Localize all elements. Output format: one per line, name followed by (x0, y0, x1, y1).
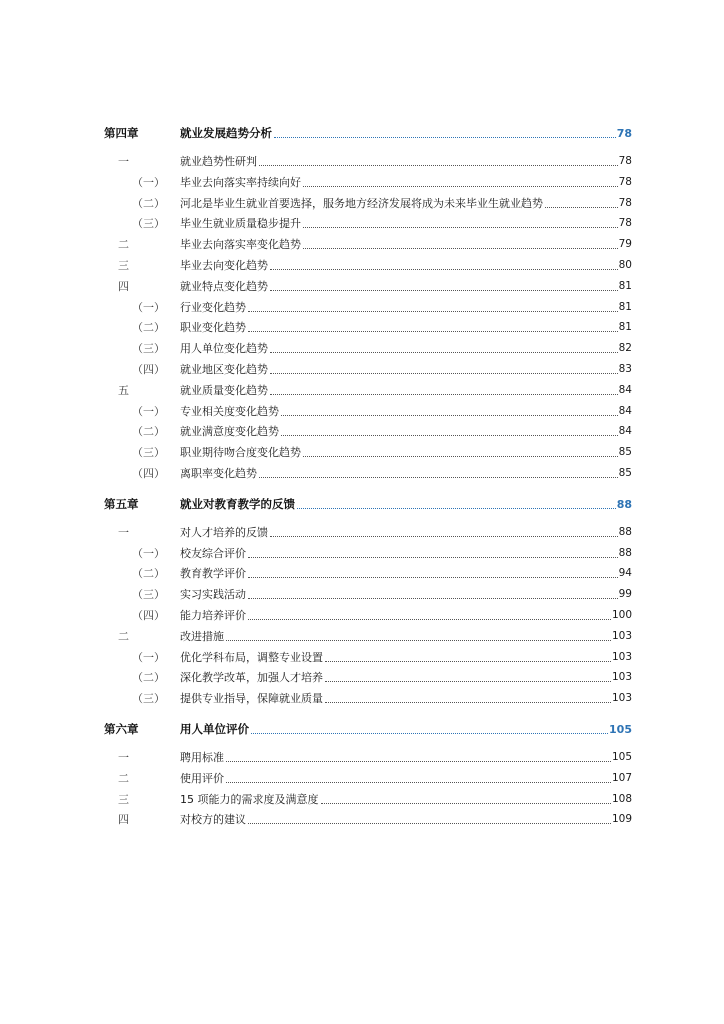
toc-entry-page-number[interactable]: 84 (618, 404, 632, 417)
toc-entry-page-number[interactable]: 103 (611, 629, 632, 642)
toc-entry-page-number[interactable]: 88 (616, 497, 632, 511)
toc-dot-leader (270, 372, 618, 374)
toc-entry-number: （三） (132, 692, 165, 706)
toc-entry-page-number[interactable]: 81 (618, 321, 632, 334)
toc-entry-title[interactable]: 对人才培养的反馈 (180, 525, 268, 539)
toc-entry-number: 五 (118, 383, 129, 397)
toc-dot-leader (270, 393, 618, 395)
toc-dot-leader (321, 802, 611, 804)
toc-entry-number: 三 (118, 792, 129, 806)
toc-entry-sub[interactable] (104, 318, 632, 336)
toc-dot-leader (248, 597, 618, 599)
toc-entry-sub[interactable] (104, 339, 632, 357)
toc-entry-page-number[interactable]: 85 (618, 467, 632, 479)
toc-entry-page-number[interactable]: 100 (611, 609, 632, 621)
toc-entry-section[interactable] (104, 235, 632, 253)
toc-entry-number: （三） (132, 446, 165, 460)
toc-entry-line (180, 155, 632, 168)
toc-entry-sub[interactable] (104, 648, 632, 666)
toc-entry-title[interactable]: 聘用标准 (180, 751, 224, 764)
toc-entry-line (180, 259, 632, 272)
toc-dot-leader (270, 535, 618, 537)
toc-entry-number: 一 (118, 155, 129, 168)
toc-entry-section[interactable] (104, 810, 632, 828)
toc-entry-page-number[interactable]: 103 (611, 692, 632, 705)
toc-entry-page-number[interactable]: 83 (618, 363, 632, 375)
toc-entry-sub[interactable] (104, 606, 632, 624)
toc-entry-line (180, 723, 632, 736)
toc-entry-sub[interactable] (104, 689, 632, 707)
toc-entry-title[interactable]: 对校方的建议 (180, 813, 246, 827)
toc-dot-leader (274, 136, 616, 138)
toc-entry-number: （二） (132, 567, 165, 581)
toc-entry-title[interactable]: 职业变化趋势 (180, 321, 246, 335)
toc-entry-number: 三 (118, 259, 129, 272)
toc-entry-page-number[interactable]: 82 (618, 342, 632, 355)
toc-entry-line (180, 280, 632, 293)
toc-entry-section[interactable] (104, 152, 632, 170)
toc-dot-leader (545, 206, 618, 208)
toc-entry-title[interactable]: 深化教学改革，加强人才培养 (180, 671, 323, 685)
toc-entry-title[interactable]: 优化学科布局，调整专业设置 (180, 650, 323, 664)
toc-entry-sub[interactable] (104, 402, 632, 420)
toc-entry-title[interactable]: 使用评价 (180, 771, 224, 785)
toc-entry-section[interactable] (104, 523, 632, 541)
toc-entry-section[interactable] (104, 790, 632, 808)
toc-entry-line (180, 321, 632, 334)
toc-entry-sub[interactable] (104, 360, 632, 378)
toc-entry-line (180, 384, 632, 397)
toc-dot-leader (281, 414, 618, 416)
toc-dot-leader (325, 680, 611, 682)
toc-dot-leader (270, 351, 618, 353)
toc-entry-title[interactable]: 实习实践活动 (180, 588, 246, 602)
toc-entry-number: （一） (132, 650, 165, 664)
toc-dot-leader (303, 247, 618, 249)
toc-entry-sub[interactable] (104, 544, 632, 562)
toc-entry-page-number[interactable]: 81 (618, 279, 632, 292)
toc-entry-line (180, 692, 632, 705)
toc-entry-page-number[interactable]: 85 (618, 446, 632, 459)
toc-dot-leader (226, 781, 611, 783)
toc-dot-leader (248, 618, 611, 620)
toc-dot-leader (303, 455, 618, 457)
toc-entry-sub[interactable] (104, 422, 632, 440)
toc-entry-line (180, 363, 632, 376)
toc-dot-leader (325, 660, 611, 662)
toc-entry-line (180, 671, 632, 684)
toc-entry-number: 第四章 (104, 126, 139, 140)
toc-entry-page-number[interactable]: 78 (618, 175, 632, 188)
toc-entry-line (180, 446, 632, 459)
toc-entry-number: 一 (118, 751, 129, 764)
toc-entry-page-number[interactable]: 88 (618, 525, 632, 538)
toc-entry-line (180, 217, 632, 230)
toc-entry-line (180, 588, 632, 601)
toc-dot-leader (297, 507, 616, 509)
toc-entry-sub[interactable] (104, 564, 632, 582)
toc-entry-page-number[interactable]: 99 (618, 588, 632, 601)
toc-entry-number: 一 (118, 525, 129, 539)
toc-entry-number: （一） (132, 404, 165, 418)
toc-entry-number: 四 (118, 813, 129, 827)
toc-entry-number: （三） (132, 588, 165, 602)
toc-entry-title[interactable]: 用人单位评价 (180, 722, 249, 736)
toc-dot-leader (303, 226, 618, 228)
toc-entry-title[interactable]: 职业期待吻合度变化趋势 (180, 446, 301, 460)
toc-entry-title[interactable]: 毕业去向落实率变化趋势 (180, 238, 301, 252)
toc-entry-line (180, 772, 632, 785)
toc-entry-title[interactable]: 提供专业指导，保障就业质量 (180, 692, 323, 706)
toc-entry-line (180, 526, 632, 539)
toc-entry-line (180, 176, 632, 189)
toc-entry-section[interactable] (104, 748, 632, 766)
toc-entry-title[interactable]: 就业发展趋势分析 (180, 126, 272, 140)
toc-dot-leader (303, 185, 618, 187)
toc-dot-leader (226, 760, 611, 762)
toc-entry-section[interactable] (104, 769, 632, 787)
toc-entry-line (180, 301, 632, 314)
toc-entry-title[interactable]: 毕业生就业质量稳步提升 (180, 217, 301, 231)
toc-entry-title[interactable]: 能力培养评价 (180, 609, 246, 622)
toc-entry-sub[interactable] (104, 173, 632, 191)
toc-entry-title[interactable]: 就业质量变化趋势 (180, 383, 268, 397)
toc-entry-number: 第五章 (104, 496, 139, 511)
toc-entry-line (180, 793, 632, 806)
toc-entry-line (180, 238, 632, 251)
toc-entry-title[interactable]: 改进措施 (180, 629, 224, 643)
toc-entry-line (180, 609, 632, 622)
toc-entry-title[interactable]: 专业相关度变化趋势 (180, 404, 279, 418)
toc-entry-line (180, 651, 632, 664)
toc-entry-page-number[interactable]: 109 (611, 813, 632, 826)
toc-entry-title[interactable]: 就业特点变化趋势 (180, 279, 268, 293)
toc-entry-page-number[interactable]: 103 (611, 650, 632, 663)
toc-entry-title[interactable]: 就业趋势性研判 (180, 155, 257, 168)
toc-entry-line (180, 342, 632, 355)
toc-dot-leader (248, 576, 618, 578)
toc-entry-line (180, 197, 632, 210)
toc-entry-title[interactable]: 离职率变化趋势 (180, 467, 257, 480)
toc-dot-leader (248, 310, 618, 312)
toc-dot-leader (226, 639, 611, 641)
toc-entry-page-number[interactable]: 84 (618, 383, 632, 396)
toc-entry-page-number[interactable]: 103 (611, 671, 632, 684)
toc-entry-number: （二） (132, 321, 165, 335)
toc-entry-title[interactable]: 教育教学评价 (180, 567, 246, 581)
toc-entry-number: （一） (132, 546, 165, 560)
toc-entry-line (180, 813, 632, 826)
toc-entry-number: 二 (118, 238, 129, 252)
toc-entry-sub[interactable] (104, 668, 632, 686)
toc-entry-title[interactable]: 行业变化趋势 (180, 300, 246, 314)
toc-entry-page-number[interactable]: 78 (618, 196, 632, 209)
toc-entry-page-number[interactable]: 78 (618, 217, 632, 230)
toc-entry-page-number[interactable]: 78 (616, 127, 632, 140)
toc-entry-page-number[interactable]: 80 (618, 259, 632, 271)
toc-entry-page-number[interactable]: 88 (618, 546, 632, 559)
toc-entry-line (180, 751, 632, 764)
toc-entry-number: （四） (132, 467, 165, 480)
toc-entry-page-number[interactable]: 84 (618, 425, 632, 438)
toc-entry-sub[interactable] (104, 464, 632, 482)
toc-entry-page-number[interactable]: 94 (618, 567, 632, 580)
toc-entry-line (180, 567, 632, 580)
toc-entry-number: （四） (132, 609, 165, 622)
toc-entry-title[interactable]: 就业满意度变化趋势 (180, 425, 279, 439)
toc-entry-page-number[interactable]: 79 (618, 238, 632, 251)
toc-entry-chapter[interactable] (104, 495, 632, 513)
toc-entry-page-number[interactable]: 78 (618, 155, 632, 167)
toc-dot-leader (251, 732, 608, 734)
toc-dot-leader (270, 289, 618, 291)
toc-entry-number: （三） (132, 217, 165, 231)
toc-entry-page-number[interactable]: 107 (611, 771, 632, 784)
toc-entry-title[interactable]: 校友综合评价 (180, 546, 246, 560)
toc-entry-sub[interactable] (104, 443, 632, 461)
toc-dot-leader (270, 268, 618, 270)
toc-dot-leader (248, 822, 611, 824)
toc-entry-page-number[interactable]: 105 (609, 723, 632, 736)
toc-entry-number: （一） (132, 175, 165, 189)
toc-entry-title[interactable]: 15 项能力的需求度及满意度 (180, 792, 319, 806)
toc-entry-title[interactable]: 毕业去向落实率持续向好 (180, 175, 301, 189)
toc-entry-sub[interactable] (104, 214, 632, 232)
toc-entry-page-number[interactable]: 108 (611, 792, 632, 805)
toc-entry-title[interactable]: 用人单位变化趋势 (180, 342, 268, 356)
toc-entry-line (180, 467, 632, 480)
toc-entry-number: 二 (118, 771, 129, 785)
toc-entry-page-number[interactable]: 81 (618, 300, 632, 313)
toc-entry-number: 四 (118, 279, 129, 293)
toc-entry-section[interactable] (104, 627, 632, 645)
toc-entry-sub[interactable] (104, 298, 632, 316)
toc-entry-number: （二） (132, 425, 165, 439)
toc-entry-title[interactable]: 河北是毕业生就业首要选择，服务地方经济发展将成为未来毕业生就业趋势 (180, 196, 543, 210)
toc-entry-title[interactable]: 就业地区变化趋势 (180, 363, 268, 376)
toc-entry-sub[interactable] (104, 194, 632, 212)
toc-entry-chapter[interactable] (104, 124, 632, 142)
toc-dot-leader (259, 164, 618, 166)
toc-entry-line (180, 425, 632, 438)
toc-entry-chapter[interactable] (104, 720, 632, 738)
toc-entry-number: （三） (132, 342, 165, 356)
toc-entry-sub[interactable] (104, 585, 632, 603)
toc-dot-leader (248, 556, 618, 558)
toc-entry-number: （二） (132, 196, 165, 210)
toc-entry-number: （四） (132, 363, 165, 376)
toc-entry-line (180, 405, 632, 418)
toc-entry-title[interactable]: 毕业去向变化趋势 (180, 259, 268, 272)
toc-entry-page-number[interactable]: 105 (611, 751, 632, 763)
toc-entry-number: （二） (132, 671, 165, 685)
toc-entry-line (180, 547, 632, 560)
toc-entry-number: （一） (132, 300, 165, 314)
toc-entry-line (180, 498, 632, 511)
toc-dot-leader (248, 330, 618, 332)
toc-entry-section[interactable] (104, 256, 632, 274)
toc-dot-leader (281, 434, 618, 436)
toc-entry-line (180, 630, 632, 643)
toc-dot-leader (325, 701, 611, 703)
toc-entry-number: 第六章 (104, 722, 139, 736)
toc-entry-section[interactable] (104, 381, 632, 399)
toc-entry-section[interactable] (104, 277, 632, 295)
toc-entry-title[interactable]: 就业对教育教学的反馈 (180, 496, 295, 511)
toc-dot-leader (259, 476, 618, 478)
toc-entry-line (180, 127, 632, 140)
toc-entry-number: 二 (118, 629, 129, 643)
